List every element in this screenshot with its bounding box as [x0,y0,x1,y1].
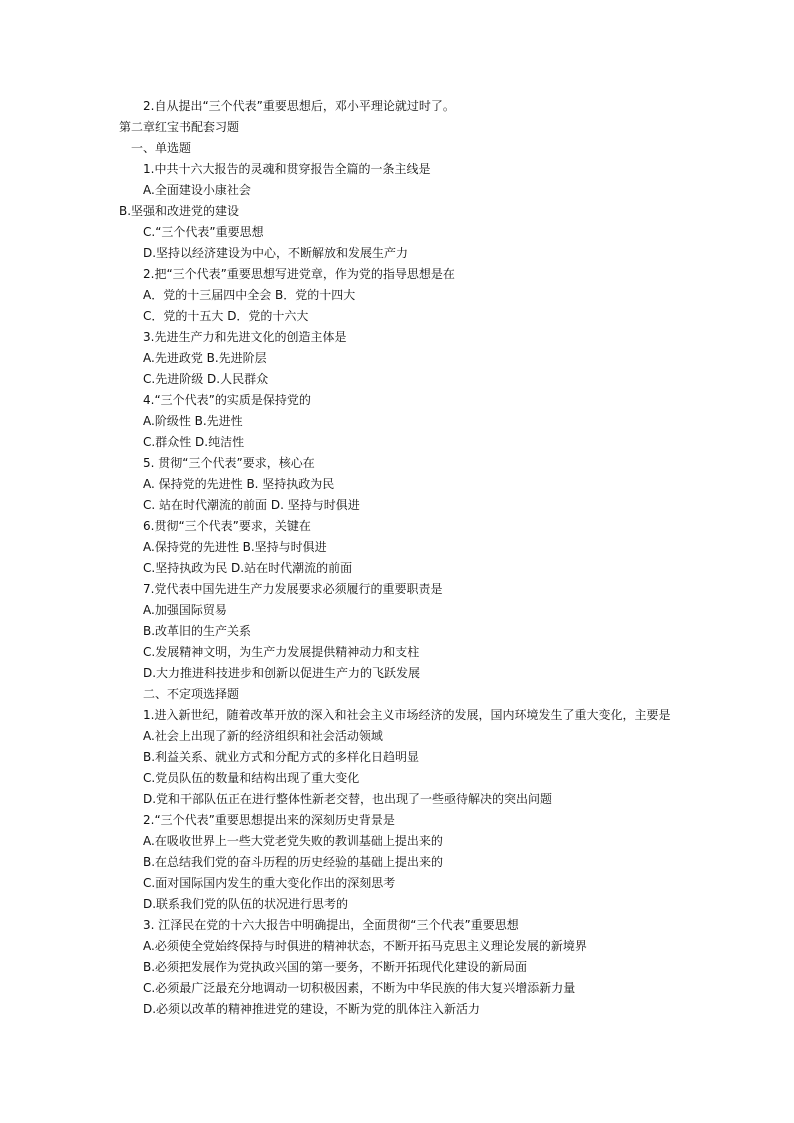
question-text: 2.把“三个代表”重要思想写进党章，作为党的指导思想是在 [143,267,455,281]
question-text: 1.进入新世纪，随着改革开放的深入和社会主义市场经济的发展，国内环境发生了重大变化，主要是 [143,708,671,722]
section-heading-multiple-choice: 二、不定项选择题 [143,687,240,701]
question-text: 1.中共十六大报告的灵魂和贯穿报告全篇的一条主线是 [143,162,431,176]
question-text: 3.先进生产力和先进文化的创造主体是 [143,330,347,344]
question-text: 4.“三个代表”的实质是保持党的 [143,393,311,407]
answer-option: B.在总结我们党的奋斗历程的历史经验的基础上提出来的 [143,855,444,869]
answer-option: A.阶级性 B.先进性 [143,414,243,428]
answer-option: D.必须以改革的精神推进党的建设，不断为党的肌体注入新活力 [143,1002,481,1016]
answer-option: C.群众性 D.纯洁性 [143,435,245,449]
answer-option: C.发展精神文明，为生产力发展提供精神动力和支柱 [143,645,420,659]
answer-option: B.必须把发展作为党执政兴国的第一要务，不断开拓现代化建设的新局面 [143,960,528,974]
answer-option: C. 站在时代潮流的前面 D. 坚持与时俱进 [143,498,360,512]
question-text: 2.“三个代表”重要思想提出来的深刻历史背景是 [143,813,395,827]
answer-option: C．党的十五大 D．党的十六大 [143,309,309,323]
question-text: 3. 江泽民在党的十六大报告中明确提出，全面贯彻“三个代表”重要思想 [143,918,519,932]
question-text: 6.贯彻“三个代表”要求，关键在 [143,519,311,533]
answer-option: B.改革旧的生产关系 [143,624,252,638]
answer-option: C.必须最广泛最充分地调动一切积极因素，不断为中华民族的伟大复兴增添新力量 [143,981,576,995]
answer-option: A.保持党的先进性 B.坚持与时俱进 [143,540,327,554]
answer-option: D.坚持以经济建设为中心，不断解放和发展生产力 [143,246,409,260]
answer-option: A.加强国际贸易 [143,603,227,617]
answer-option: C.党员队伍的数量和结构出现了重大变化 [143,771,360,785]
answer-option: A. 保持党的先进性 B. 坚持执政为民 [143,477,335,491]
answer-option: A.在吸收世界上一些大党老党失败的教训基础上提出来的 [143,834,443,848]
section-heading-single-choice: 一、单选题 [131,141,192,155]
answer-option: B.坚强和改进党的建设 [119,204,240,218]
answer-option: A.必须使全党始终保持与时俱进的精神状态，不断开拓马克思主义理论发展的新境界 [143,939,587,953]
answer-option: C.“三个代表”重要思想 [143,225,264,239]
answer-option: D.大力推进科技进步和创新以促进生产力的飞跃发展 [143,666,421,680]
chapter-heading: 第二章红宝书配套习题 [119,120,240,134]
question-text: 7.党代表中国先进生产力发展要求必须履行的重要职责是 [143,582,443,596]
answer-option: A.全面建设小康社会 [143,183,251,197]
answer-option: D.联系我们党的队伍的状况进行思考的 [143,897,349,911]
answer-option: A.社会上出现了新的经济组织和社会活动领域 [143,729,383,743]
answer-option: A．党的十三届四中全会 B．党的十四大 [143,288,356,302]
statement-2: 2.自从提出“三个代表”重要思想后，邓小平理论就过时了。 [143,99,455,113]
answer-option: C.面对国际国内发生的重大变化作出的深刻思考 [143,876,396,890]
answer-option: A.先进政党 B.先进阶层 [143,351,267,365]
answer-option: D.党和干部队伍正在进行整体性新老交替，也出现了一些亟待解决的突出问题 [143,792,553,806]
answer-option: C.坚持执政为民 D.站在时代潮流的前面 [143,561,353,575]
question-text: 5. 贯彻“三个代表”要求，核心在 [143,456,315,470]
answer-option: C.先进阶级 D.人民群众 [143,372,269,386]
answer-option: B.利益关系、就业方式和分配方式的多样化日趋明显 [143,750,420,764]
